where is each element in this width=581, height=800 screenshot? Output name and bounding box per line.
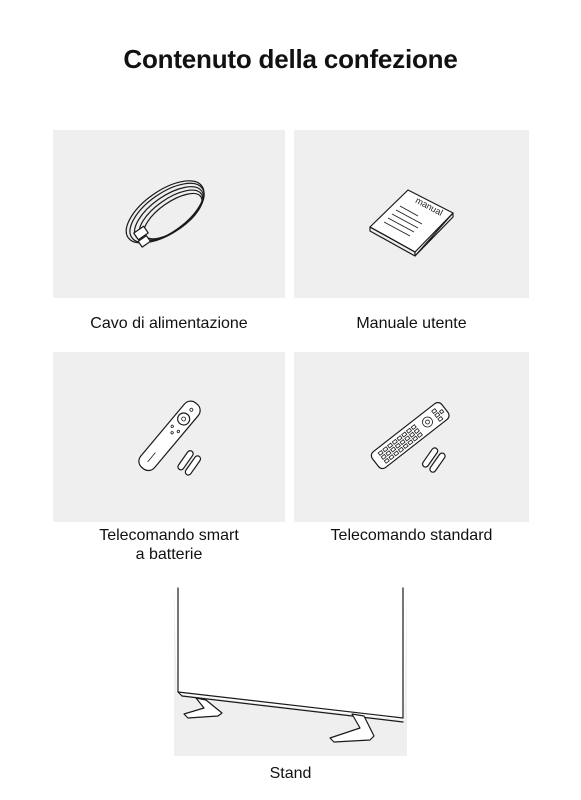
- standard-remote-icon: [294, 352, 529, 522]
- user-manual-label: Manuale utente: [356, 315, 467, 332]
- page-title: Contenuto della confezione: [123, 44, 458, 74]
- smart-remote-icon: [53, 352, 285, 522]
- user-manual-card: [294, 130, 529, 298]
- smart-remote-label-line1: Telecomando smart: [99, 527, 239, 544]
- standard-remote-label: Telecomando standard: [330, 527, 493, 544]
- standard-remote-card: [294, 352, 529, 522]
- stand-label: Stand: [269, 765, 312, 782]
- smart-remote-label-line2: a batterie: [135, 546, 203, 563]
- manual-cover-text: manual: [413, 195, 445, 218]
- stand-card: [174, 586, 407, 756]
- smart-remote-label: [53, 526, 285, 564]
- power-cable-label: Cavo di alimentazione: [90, 315, 248, 332]
- tv-stand-icon: [174, 586, 407, 756]
- user-manual-icon: [294, 130, 529, 298]
- power-cable-card: [53, 130, 285, 298]
- smart-remote-card: [53, 352, 285, 522]
- power-cable-icon: [53, 130, 285, 298]
